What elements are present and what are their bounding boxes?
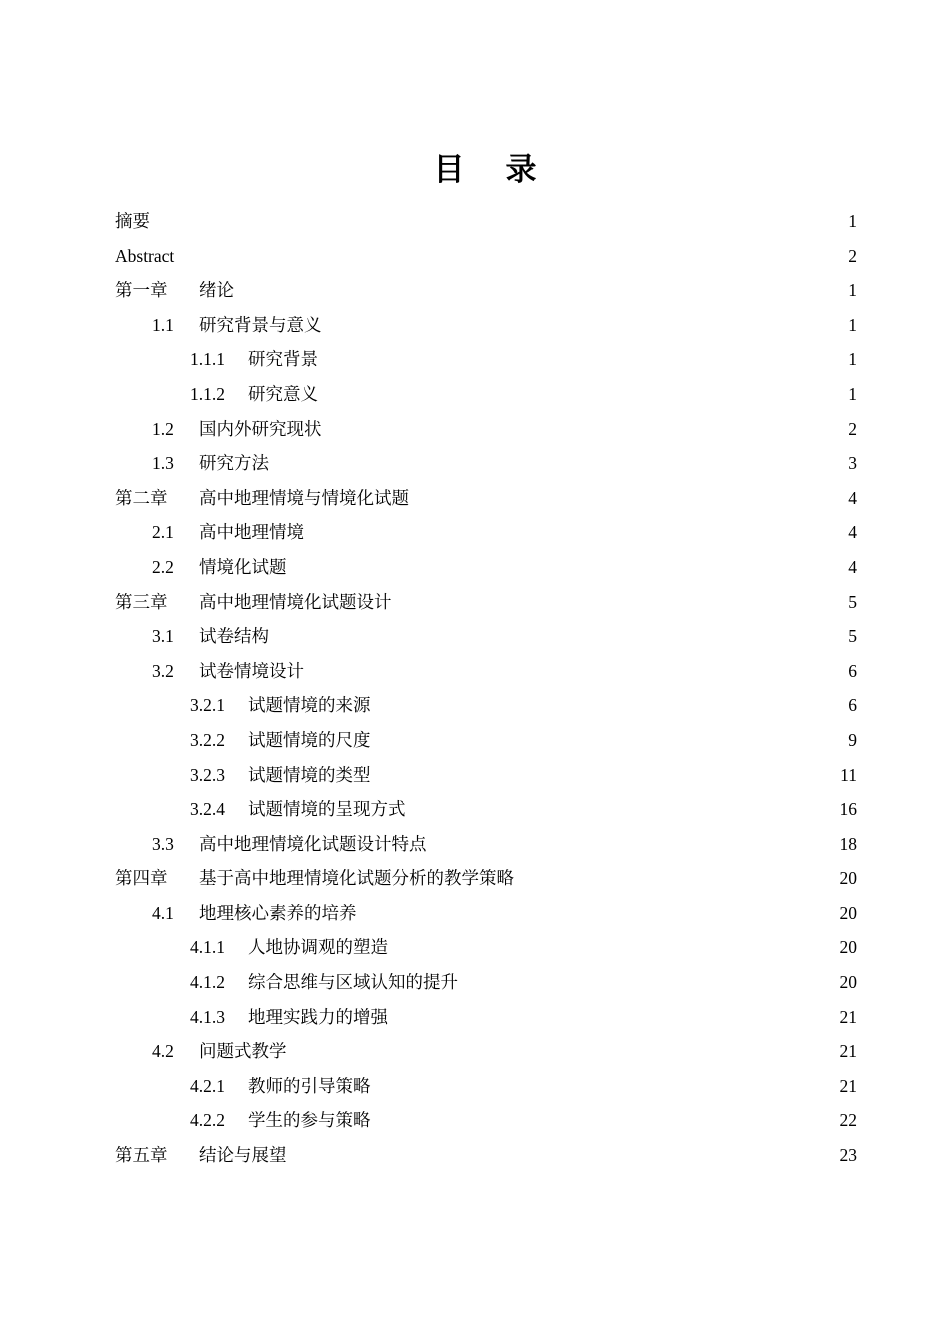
toc-entry [115,654,857,689]
entry-title: 问题式教学 [199,1041,287,1062]
entry-title: Abstract [115,245,175,266]
entry-number: 第四章 [115,868,168,889]
entry-title: 人地协调观的塑造 [248,937,388,958]
dot-leader [390,936,829,954]
entry-title: 高中地理情境化试题设计 [199,591,392,612]
entry-number: 第五章 [115,1145,168,1166]
toc-entry [115,412,857,447]
entry-number: 3.3 [152,833,174,854]
dot-leader [460,971,829,989]
toc-entry [115,550,857,585]
toc-entry [115,481,857,516]
entry-title: 结论与展望 [199,1145,287,1166]
page-number: 1 [848,349,857,370]
page-title: 目 录 [433,152,539,187]
entry-title: 情境化试题 [199,556,287,577]
page-number: 4 [848,522,857,543]
page-number: 4 [848,556,857,577]
toc-entry [115,446,857,481]
entry-title: 高中地理情境与情境化试题 [199,487,409,508]
page-number: 2 [848,245,857,266]
dot-leader [324,313,830,331]
dot-leader [373,694,830,712]
page-number: 20 [839,972,857,993]
dot-leader [271,452,829,470]
entry-title: 试卷结构 [199,626,269,647]
toc-entry [115,377,857,412]
page-number: 16 [839,799,857,820]
dot-leader [306,521,829,539]
page-number: 18 [839,833,857,854]
entry-title: 试题情境的尺度 [248,729,371,750]
toc-entry [115,965,857,1000]
dot-leader [289,555,830,573]
entry-number: 3.2.1 [190,695,225,716]
dot-leader [152,210,829,228]
page-number: 22 [839,1110,857,1131]
toc-entry [115,619,857,654]
toc-entry [115,273,857,308]
toc-entry [115,1034,857,1069]
toc-entry [115,1138,857,1173]
toc-entry [115,239,857,274]
entry-number: 第一章 [115,280,168,301]
dot-leader [373,728,830,746]
dot-leader [320,348,829,366]
dot-leader [373,763,830,781]
page-number: 1 [848,280,857,301]
dot-leader [320,382,829,400]
dot-leader [429,832,830,850]
entry-title: 地理实践力的增强 [248,1006,388,1027]
entry-number: 2.1 [152,522,174,543]
entry-title: 地理核心素养的培养 [199,902,357,923]
toc-entry [115,896,857,931]
toc-entry [115,308,857,343]
entry-title: 试题情境的呈现方式 [248,799,406,820]
entry-title: 学生的参与策略 [248,1110,371,1131]
toc-entry [115,1069,857,1104]
dot-leader [289,1040,830,1058]
page-number: 5 [848,626,857,647]
page-number: 20 [839,902,857,923]
entry-number: 1.1.2 [190,383,225,404]
entry-title: 高中地理情境 [199,522,304,543]
dot-leader [373,1074,830,1092]
entry-title: 试题情境的来源 [248,695,371,716]
dot-leader [373,1109,830,1127]
page-number: 4 [848,487,857,508]
page-number: 1 [848,211,857,231]
toc-entry [115,827,857,862]
page-number: 20 [839,937,857,958]
dot-leader [394,590,830,608]
toc-entry [115,792,857,827]
entry-number: 4.2 [152,1041,174,1062]
entry-number: 第三章 [115,591,168,612]
dot-leader [271,625,829,643]
entry-number: 3.2 [152,660,174,681]
dot-leader [411,486,829,504]
toc-entry [115,204,857,239]
entry-title: 高中地理情境化试题设计特点 [199,833,427,854]
toc-entry [115,342,857,377]
toc-entry [115,861,857,896]
entry-number: 3.2.4 [190,799,225,820]
page-number: 6 [848,695,857,716]
entry-number: 4.2.1 [190,1075,225,1096]
entry-number: 4.1.1 [190,937,225,958]
dot-leader [324,417,830,435]
entry-title: 绪论 [199,280,234,301]
toc-entry [115,688,857,723]
toc-entry [115,758,857,793]
dot-leader [390,1005,829,1023]
dot-leader [516,867,829,885]
table-of-contents [115,204,857,1173]
entry-title: 基于高中地理情境化试题分析的教学策略 [199,868,514,889]
dot-leader [289,1144,830,1162]
entry-title: 教师的引导策略 [248,1075,371,1096]
toc-entry [115,1103,857,1138]
entry-number: 1.2 [152,418,174,439]
entry-number: 3.2.2 [190,729,225,750]
entry-title: 研究意义 [248,383,318,404]
toc-entry [115,515,857,550]
entry-number: 3.2.3 [190,764,225,785]
page-number: 6 [848,660,857,681]
entry-number: 4.1.2 [190,972,225,993]
entry-title: 国内外研究现状 [199,418,322,439]
entry-title: 综合思维与区域认知的提升 [248,972,458,993]
entry-number: 4.2.2 [190,1110,225,1131]
page-number: 20 [839,868,857,889]
toc-entry [115,723,857,758]
toc-entry [115,930,857,965]
entry-title: 研究背景 [248,349,318,370]
page-number: 2 [848,418,857,439]
entry-number: 4.1 [152,902,174,923]
entry-number: 2.2 [152,556,174,577]
entry-title: 研究方法 [199,453,269,474]
page-number: 11 [840,764,857,785]
entry-number: 第二章 [115,487,168,508]
entry-title: 摘要 [115,211,150,231]
dot-leader [359,901,830,919]
dot-leader [176,244,829,262]
page-number: 21 [839,1041,857,1062]
toc-entry [115,1000,857,1035]
dot-leader [306,659,829,677]
entry-title: 试题情境的类型 [248,764,371,785]
page-number: 1 [848,383,857,404]
page-number: 3 [848,453,857,474]
page-number: 9 [848,729,857,750]
page-number: 21 [839,1075,857,1096]
entry-title: 研究背景与意义 [199,314,322,335]
entry-number: 1.1 [152,314,174,335]
page-number: 5 [848,591,857,612]
toc-entry [115,585,857,620]
dot-leader [236,279,829,297]
entry-number: 3.1 [152,626,174,647]
page-number: 1 [848,314,857,335]
page-number: 21 [839,1006,857,1027]
dot-leader [408,798,830,816]
entry-title: 试卷情境设计 [199,660,304,681]
entry-number: 1.3 [152,453,174,474]
entry-number: 1.1.1 [190,349,225,370]
page-number: 23 [839,1145,857,1166]
entry-number: 4.1.3 [190,1006,225,1027]
